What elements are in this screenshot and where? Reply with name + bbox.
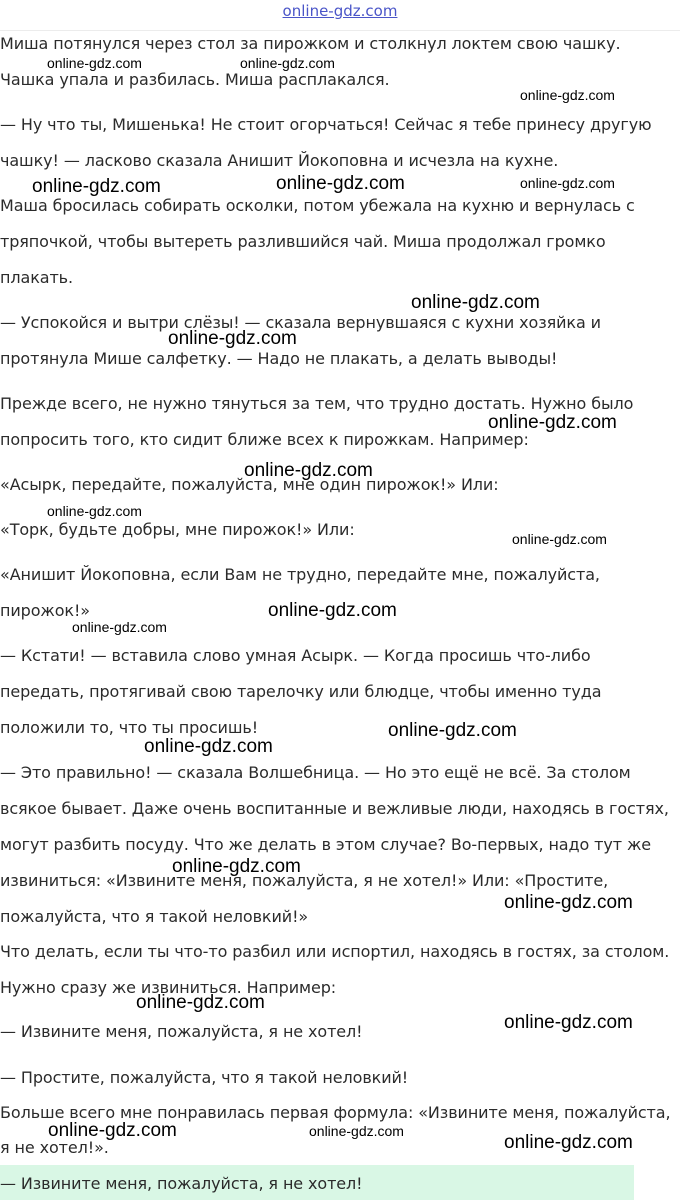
text-line: — Простите, пожалуйста, что я такой неловкий! bbox=[0, 1068, 409, 1087]
text-line: положили то, что ты просишь! bbox=[0, 718, 259, 737]
text-line: пирожок!» bbox=[0, 601, 90, 620]
text-line: всякое бывает. Даже очень воспитанные и вежливые люди, находясь в гостях, bbox=[0, 799, 669, 818]
text-line: Больше всего мне понравилась первая формула: «Извините меня, пожалуйста, bbox=[0, 1103, 671, 1122]
text-line: — Это правильно! — сказала Волшебница. — Но это ещё не всё. За столом bbox=[0, 763, 631, 782]
text-line: «Торк, будьте добры, мне пирожок!» Или: bbox=[0, 520, 355, 539]
watermark: online-gdz.com bbox=[504, 892, 633, 913]
text-line: — Успокойся и вытри слёзы! — сказала вернувшаяся с кухни хозяйка и bbox=[0, 313, 601, 332]
watermark: online-gdz.com bbox=[136, 992, 265, 1013]
text-line: плакать. bbox=[0, 268, 73, 287]
text-line: передать, протягивай свою тарелочку или блюдце, чтобы именно туда bbox=[0, 682, 602, 701]
watermark: online-gdz.com bbox=[388, 720, 517, 741]
watermark: online-gdz.com bbox=[47, 55, 142, 71]
text-line: я не хотел!». bbox=[0, 1138, 109, 1157]
text-line-highlighted: — Извините меня, пожалуйста, я не хотел! bbox=[0, 1174, 363, 1193]
watermark: online-gdz.com bbox=[504, 1012, 633, 1033]
text-line: Миша потянулся через стол за пирожком и столкнул локтем свою чашку. bbox=[0, 34, 621, 53]
site-logo-link[interactable]: online-gdz.com bbox=[282, 2, 398, 20]
text-line: попросить того, кто сидит ближе всех к пирожкам. Например: bbox=[0, 430, 529, 449]
watermark: online-gdz.com bbox=[144, 736, 273, 757]
watermark: online-gdz.com bbox=[172, 856, 301, 877]
text-line: пожалуйста, что я такой неловкий!» bbox=[0, 907, 309, 926]
watermark: online-gdz.com bbox=[411, 292, 540, 313]
watermark: online-gdz.com bbox=[268, 600, 397, 621]
site-header bbox=[0, 0, 680, 31]
text-line: «Асырк, передайте, пожалуйста, мне один пирожок!» Или: bbox=[0, 475, 499, 494]
watermark: online-gdz.com bbox=[520, 87, 615, 103]
watermark: online-gdz.com bbox=[244, 460, 373, 481]
watermark: online-gdz.com bbox=[488, 412, 617, 433]
text-line: Нужно сразу же извиниться. Например: bbox=[0, 978, 337, 997]
watermark: online-gdz.com bbox=[240, 55, 335, 71]
text-line: Что делать, если ты что-то разбил или испортил, находясь в гостях, за столом. bbox=[0, 942, 670, 961]
watermark: online-gdz.com bbox=[520, 175, 615, 191]
text-line: извиниться: «Извините меня, пожалуйста, я не хотел!» Или: «Простите, bbox=[0, 871, 609, 890]
watermark: online-gdz.com bbox=[276, 173, 405, 194]
watermark: online-gdz.com bbox=[72, 619, 167, 635]
watermark: online-gdz.com bbox=[309, 1123, 404, 1139]
text-line: — Извините меня, пожалуйста, я не хотел! bbox=[0, 1022, 363, 1041]
text-line: «Анишит Йокоповна, если Вам не трудно, передайте мне, пожалуйста, bbox=[0, 565, 600, 584]
text-line: — Кстати! — вставила слово умная Асырк. — Когда просишь что-либо bbox=[0, 646, 591, 665]
watermark: online-gdz.com bbox=[47, 503, 142, 519]
text-line: Маша бросилась собирать осколки, потом убежала на кухню и вернулась с bbox=[0, 196, 635, 215]
watermark: online-gdz.com bbox=[48, 1120, 177, 1141]
text-line: Чашка упала и разбилась. Миша расплакался. bbox=[0, 70, 390, 89]
watermark: online-gdz.com bbox=[504, 1132, 633, 1153]
watermark: online-gdz.com bbox=[32, 176, 161, 197]
text-line: чашку! — ласково сказала Анишит Йокоповна и исчезла на кухне. bbox=[0, 151, 559, 170]
watermark: online-gdz.com bbox=[168, 328, 297, 349]
text-line: тряпочкой, чтобы вытереть разлившийся чай. Миша продолжал громко bbox=[0, 232, 606, 251]
text-line: протянула Мише салфетку. — Надо не плакать, а делать выводы! bbox=[0, 349, 558, 368]
text-line: Прежде всего, не нужно тянуться за тем, что трудно достать. Нужно было bbox=[0, 394, 634, 413]
text-line: могут разбить посуду. Что же делать в этом случае? Во-первых, надо тут же bbox=[0, 835, 652, 854]
watermark: online-gdz.com bbox=[512, 531, 607, 547]
text-line: — Ну что ты, Мишенька! Не стоит огорчаться! Сейчас я тебе принесу другую bbox=[0, 115, 652, 134]
